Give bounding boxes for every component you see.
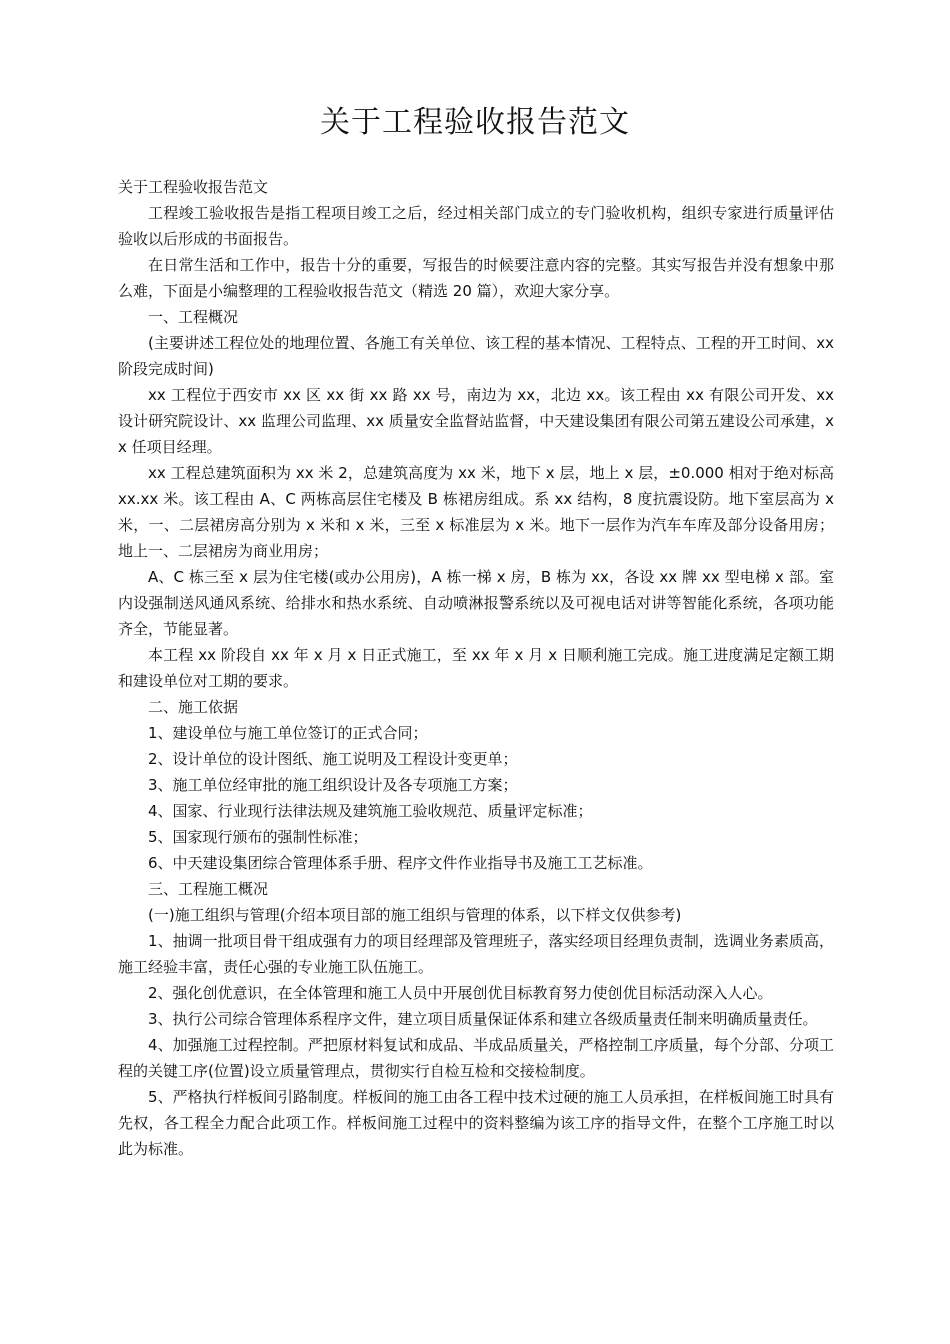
list-item-organization-2: 2、强化创优意识，在全体管理和施工人员中开展创优目标教育努力使创优目标活动深入人心。	[148, 984, 773, 1002]
paragraph-overview-note: (主要讲述工程位处的地理位置、各施工有关单位、该工程的基本情况、工程特点、工程的开工时间、xx 阶段完成时间)	[118, 334, 834, 378]
section-heading-overview: 一、工程概况	[148, 308, 239, 326]
paragraph-intro: 工程竣工验收报告是指工程项目竣工之后，经过相关部门成立的专门验收机构，组织专家进行质量评估验收以后形成的书面报告。	[118, 204, 834, 248]
list-item-basis-6: 6、中天建设集团综合管理体系手册、程序文件作业指导书及施工工艺标准。	[148, 854, 653, 872]
list-item-basis-4: 4、国家、行业现行法律法规及建筑施工验收规范、质量评定标准；	[148, 802, 593, 820]
document-body	[118, 174, 834, 1162]
paragraph-building-function: A、C 栋三至 x 层为住宅楼(或办公用房)，A 栋一梯 x 房，B 栋为 xx，各设 xx 牌 xx 型电梯 x 部。室内设强制送风通风系统、给排水和热水系统、自动喷淋报警系统以及可视电话对讲等智能化系统，各项功能齐全，节能显著。	[118, 568, 834, 638]
list-item-organization-5: 5、严格执行样板间引路制度。样板间的施工由各工程中技术过硬的施工人员承担，在样板间施工时具有先权，各工程全力配合此项工作。样板间施工过程中的资料整编为该工序的指导文件，在整个工序施工时以此为标准。	[118, 1088, 834, 1158]
document-title: 关于工程验收报告范文	[320, 105, 630, 140]
list-item-basis-2: 2、设计单位的设计图纸、施工说明及工程设计变更单；	[148, 750, 518, 768]
section-heading-construction: 三、工程施工概况	[148, 880, 269, 898]
paragraph-location: xx 工程位于西安市 xx 区 xx 街 xx 路 xx 号，南边为 xx，北边 xx。该工程由 xx 有限公司开发、xx 设计研究院设计、xx 监理公司监理、xx 质量安全监督站监督，中天建设集团有限公司第五建设公司承建，xx 任项目经理。	[118, 386, 834, 456]
list-item-organization-1: 1、抽调一批项目骨干组成强有力的项目经理部及管理班子，落实经项目经理负责制，选调业务素质高，施工经验丰富，责任心强的专业施工队伍施工。	[118, 932, 834, 976]
document-subtitle: 关于工程验收报告范文	[118, 178, 269, 196]
list-item-basis-3: 3、施工单位经审批的施工组织设计及各专项施工方案；	[148, 776, 518, 794]
paragraph-schedule: 本工程 xx 阶段自 xx 年 x 月 x 日正式施工，至 xx 年 x 月 x 日顺利施工完成。施工进度满足定额工期和建设单位对工期的要求。	[118, 646, 834, 690]
subsection-heading-organization: (一)施工组织与管理(介绍本项目部的施工组织与管理的体系，以下样文仅供参考)	[148, 906, 682, 924]
section-heading-basis: 二、施工依据	[148, 698, 239, 716]
paragraph-preface: 在日常生活和工作中，报告十分的重要，写报告的时候要注意内容的完整。其实写报告并没有想象中那么难，下面是小编整理的工程验收报告范文（精选 20 篇），欢迎大家分享。	[118, 256, 834, 300]
list-item-organization-3: 3、执行公司综合管理体系程序文件，建立项目质量保证体系和建立各级质量责任制来明确质量责任。	[148, 1010, 818, 1028]
paragraph-building-area: xx 工程总建筑面积为 xx 米 2，总建筑高度为 xx 米，地下 x 层，地上 x 层，±0.000 相对于绝对标高 xx.xx 米。该工程由 A、C 两栋高层住宅楼及 B 栋裙房组成。系 xx 结构，8 度抗震设防。地下室层高为 x 米，一、二层裙房高分别为 x 米和 x 米，三至 x 标准层为 x 米。地下一层作为汽车车库及部分设备用房；地上一、二层裙房为商业用房；	[118, 464, 834, 560]
list-item-organization-4: 4、加强施工过程控制。严把原材料复试和成品、半成品质量关，严格控制工序质量，每个分部、分项工程的关键工序(位置)设立质量管理点，贯彻实行自检互检和交接检制度。	[118, 1036, 834, 1080]
list-item-basis-5: 5、国家现行颁布的强制性标准；	[148, 828, 368, 846]
list-item-basis-1: 1、建设单位与施工单位签订的正式合同；	[148, 724, 428, 742]
